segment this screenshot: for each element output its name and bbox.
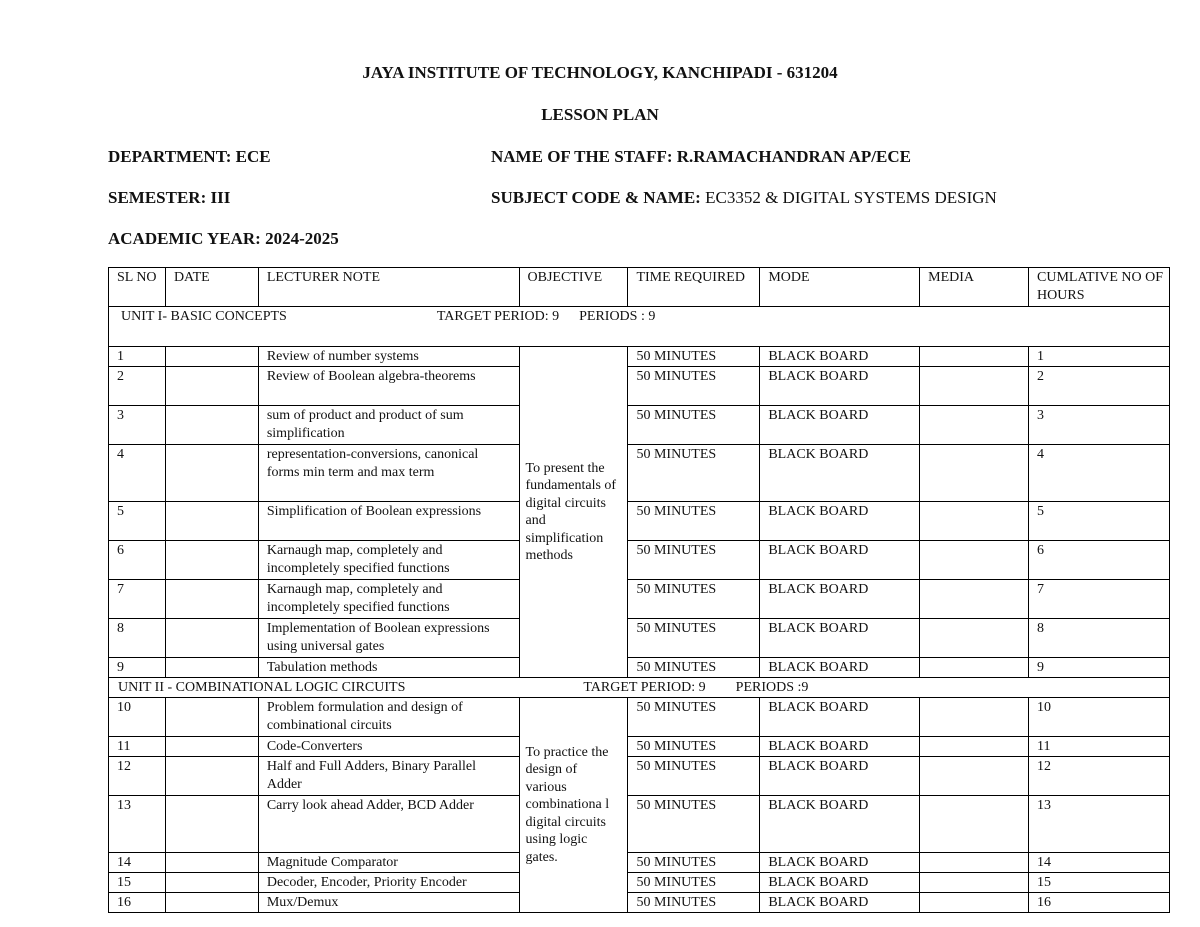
table-row bbox=[109, 698, 1170, 737]
column-header: OBJECTIVE bbox=[519, 268, 628, 307]
academic-year-label: ACADEMIC YEAR: 2024-2025 bbox=[108, 229, 339, 248]
media-cell bbox=[920, 445, 1029, 502]
lecturer-note-cell: Magnitude Comparator bbox=[258, 853, 519, 873]
objective-cell: To practice the design of various combinationa l digital circuits using logic gates. bbox=[519, 698, 628, 913]
cumulative-hours-cell: 8 bbox=[1029, 619, 1170, 658]
sl-cell: 12 bbox=[109, 757, 166, 796]
sl-cell: 5 bbox=[109, 502, 166, 541]
date-cell bbox=[165, 406, 258, 445]
lecturer-note-cell: Code-Converters bbox=[258, 737, 519, 757]
date-cell bbox=[165, 367, 258, 406]
lecturer-note-cell: representation-conversions, canonical forms min term and max term bbox=[258, 445, 519, 502]
media-cell bbox=[920, 619, 1029, 658]
mode-cell: BLACK BOARD bbox=[760, 658, 920, 678]
date-cell bbox=[165, 541, 258, 580]
subject-label: SUBJECT CODE & NAME: bbox=[491, 188, 701, 207]
table-row bbox=[109, 658, 1170, 678]
cumulative-hours-cell: 12 bbox=[1029, 757, 1170, 796]
sl-cell: 1 bbox=[109, 347, 166, 367]
lecturer-note-cell: Review of number systems bbox=[258, 347, 519, 367]
date-cell bbox=[165, 445, 258, 502]
media-cell bbox=[920, 502, 1029, 541]
cumulative-hours-cell: 13 bbox=[1029, 796, 1170, 853]
lecturer-note-cell: Simplification of Boolean expressions bbox=[258, 502, 519, 541]
mode-cell: BLACK BOARD bbox=[760, 873, 920, 893]
time-cell: 50 MINUTES bbox=[628, 445, 760, 502]
sl-cell: 3 bbox=[109, 406, 166, 445]
unit-row bbox=[109, 307, 1170, 347]
lecturer-note-cell: Mux/Demux bbox=[258, 893, 519, 913]
table-row bbox=[109, 502, 1170, 541]
table-row bbox=[109, 873, 1170, 893]
date-cell bbox=[165, 757, 258, 796]
date-cell bbox=[165, 502, 258, 541]
column-header: TIME REQUIRED bbox=[628, 268, 760, 307]
table-row bbox=[109, 893, 1170, 913]
semester-label: SEMESTER: III bbox=[108, 188, 231, 207]
time-cell: 50 MINUTES bbox=[628, 541, 760, 580]
unit-1-periods: PERIODS : 9 bbox=[579, 309, 656, 324]
column-header: MODE bbox=[760, 268, 920, 307]
table-row bbox=[109, 445, 1170, 502]
mode-cell: BLACK BOARD bbox=[760, 893, 920, 913]
mode-cell: BLACK BOARD bbox=[760, 757, 920, 796]
lecturer-note-cell: Karnaugh map, completely and incompletely specified functions bbox=[258, 541, 519, 580]
column-header: SL NO bbox=[109, 268, 166, 307]
lecturer-note-cell: Tabulation methods bbox=[258, 658, 519, 678]
mode-cell: BLACK BOARD bbox=[760, 406, 920, 445]
time-cell: 50 MINUTES bbox=[628, 757, 760, 796]
date-cell bbox=[165, 698, 258, 737]
time-cell: 50 MINUTES bbox=[628, 893, 760, 913]
department-label: DEPARTMENT: ECE bbox=[108, 147, 271, 166]
institute-title: JAYA INSTITUTE OF TECHNOLOGY, KANCHIPADI - 631204 bbox=[362, 63, 838, 82]
cumulative-hours-cell: 3 bbox=[1029, 406, 1170, 445]
cumulative-hours-cell: 6 bbox=[1029, 541, 1170, 580]
cumulative-hours-cell: 9 bbox=[1029, 658, 1170, 678]
media-cell bbox=[920, 698, 1029, 737]
mode-cell: BLACK BOARD bbox=[760, 698, 920, 737]
cumulative-hours-cell: 11 bbox=[1029, 737, 1170, 757]
mode-cell: BLACK BOARD bbox=[760, 445, 920, 502]
date-cell bbox=[165, 619, 258, 658]
sl-cell: 10 bbox=[109, 698, 166, 737]
media-cell bbox=[920, 658, 1029, 678]
time-cell: 50 MINUTES bbox=[628, 873, 760, 893]
date-cell bbox=[165, 347, 258, 367]
lecturer-note-cell: Problem formulation and design of combinational circuits bbox=[258, 698, 519, 737]
document-title: LESSON PLAN bbox=[541, 105, 659, 124]
cumulative-hours-cell: 4 bbox=[1029, 445, 1170, 502]
media-cell bbox=[920, 737, 1029, 757]
unit-1-target: TARGET PERIOD: 9 bbox=[436, 309, 560, 324]
time-cell: 50 MINUTES bbox=[628, 502, 760, 541]
cumulative-hours-cell: 14 bbox=[1029, 853, 1170, 873]
date-cell bbox=[165, 737, 258, 757]
sl-cell: 16 bbox=[109, 893, 166, 913]
table-row bbox=[109, 757, 1170, 796]
media-cell bbox=[920, 367, 1029, 406]
mode-cell: BLACK BOARD bbox=[760, 502, 920, 541]
mode-cell: BLACK BOARD bbox=[760, 796, 920, 853]
mode-cell: BLACK BOARD bbox=[760, 367, 920, 406]
date-cell bbox=[165, 853, 258, 873]
mode-cell: BLACK BOARD bbox=[760, 347, 920, 367]
table-header-row bbox=[109, 268, 1170, 307]
column-header: MEDIA bbox=[920, 268, 1029, 307]
unit-2-target: TARGET PERIOD: 9 bbox=[583, 680, 706, 695]
table-row bbox=[109, 619, 1170, 658]
subject-line bbox=[491, 188, 997, 208]
cumulative-hours-cell: 1 bbox=[1029, 347, 1170, 367]
objective-cell: To present the fundamentals of digital circuits and simplification methods bbox=[519, 347, 628, 678]
cumulative-hours-cell: 15 bbox=[1029, 873, 1170, 893]
sl-cell: 4 bbox=[109, 445, 166, 502]
table-row bbox=[109, 853, 1170, 873]
media-cell bbox=[920, 873, 1029, 893]
column-header: CUMLATIVE NO OF HOURS bbox=[1029, 268, 1170, 307]
sl-cell: 6 bbox=[109, 541, 166, 580]
sl-cell: 15 bbox=[109, 873, 166, 893]
lecturer-note-cell: Review of Boolean algebra-theorems bbox=[258, 367, 519, 406]
table-row bbox=[109, 541, 1170, 580]
time-cell: 50 MINUTES bbox=[628, 853, 760, 873]
unit-2-heading bbox=[109, 678, 1170, 698]
table-row bbox=[109, 796, 1170, 853]
media-cell bbox=[920, 853, 1029, 873]
lecturer-note-cell: Implementation of Boolean expressions using universal gates bbox=[258, 619, 519, 658]
time-cell: 50 MINUTES bbox=[628, 580, 760, 619]
time-cell: 50 MINUTES bbox=[628, 698, 760, 737]
column-header: LECTURER NOTE bbox=[258, 268, 519, 307]
sl-cell: 7 bbox=[109, 580, 166, 619]
sl-cell: 11 bbox=[109, 737, 166, 757]
time-cell: 50 MINUTES bbox=[628, 406, 760, 445]
cumulative-hours-cell: 5 bbox=[1029, 502, 1170, 541]
column-header: DATE bbox=[165, 268, 258, 307]
time-cell: 50 MINUTES bbox=[628, 367, 760, 406]
lecturer-note-cell: Karnaugh map, completely and incompletely specified functions bbox=[258, 580, 519, 619]
subject-value: EC3352 & DIGITAL SYSTEMS DESIGN bbox=[705, 188, 997, 207]
mode-cell: BLACK BOARD bbox=[760, 541, 920, 580]
cumulative-hours-cell: 16 bbox=[1029, 893, 1170, 913]
table-row bbox=[109, 347, 1170, 367]
unit-1-name: UNIT I- BASIC CONCEPTS bbox=[121, 309, 287, 324]
mode-cell: BLACK BOARD bbox=[760, 853, 920, 873]
cumulative-hours-cell: 7 bbox=[1029, 580, 1170, 619]
media-cell bbox=[920, 757, 1029, 796]
sl-cell: 2 bbox=[109, 367, 166, 406]
lecturer-note-cell: Half and Full Adders, Binary Parallel Adder bbox=[258, 757, 519, 796]
table-row bbox=[109, 367, 1170, 406]
lesson-plan-table bbox=[108, 267, 1170, 913]
lecturer-note-cell: sum of product and product of sum simplification bbox=[258, 406, 519, 445]
media-cell bbox=[920, 541, 1029, 580]
date-cell bbox=[165, 658, 258, 678]
table-row bbox=[109, 737, 1170, 757]
time-cell: 50 MINUTES bbox=[628, 658, 760, 678]
media-cell bbox=[920, 580, 1029, 619]
time-cell: 50 MINUTES bbox=[628, 737, 760, 757]
cumulative-hours-cell: 10 bbox=[1029, 698, 1170, 737]
staff-label: NAME OF THE STAFF: R.RAMACHANDRAN AP/ECE bbox=[491, 147, 911, 166]
lecturer-note-cell: Carry look ahead Adder, BCD Adder bbox=[258, 796, 519, 853]
date-cell bbox=[165, 893, 258, 913]
media-cell bbox=[920, 406, 1029, 445]
unit-2-periods: PERIODS :9 bbox=[735, 680, 809, 695]
media-cell bbox=[920, 347, 1029, 367]
lecturer-note-cell: Decoder, Encoder, Priority Encoder bbox=[258, 873, 519, 893]
date-cell bbox=[165, 873, 258, 893]
sl-cell: 9 bbox=[109, 658, 166, 678]
date-cell bbox=[165, 580, 258, 619]
mode-cell: BLACK BOARD bbox=[760, 737, 920, 757]
time-cell: 50 MINUTES bbox=[628, 347, 760, 367]
sl-cell: 14 bbox=[109, 853, 166, 873]
sl-cell: 8 bbox=[109, 619, 166, 658]
unit-row bbox=[109, 678, 1170, 698]
mode-cell: BLACK BOARD bbox=[760, 619, 920, 658]
table-row bbox=[109, 580, 1170, 619]
cumulative-hours-cell: 2 bbox=[1029, 367, 1170, 406]
mode-cell: BLACK BOARD bbox=[760, 580, 920, 619]
date-cell bbox=[165, 796, 258, 853]
time-cell: 50 MINUTES bbox=[628, 796, 760, 853]
media-cell bbox=[920, 893, 1029, 913]
unit-1-heading bbox=[109, 307, 1170, 347]
table-row bbox=[109, 406, 1170, 445]
media-cell bbox=[920, 796, 1029, 853]
sl-cell: 13 bbox=[109, 796, 166, 853]
unit-2-name: UNIT II - COMBINATIONAL LOGIC CIRCUITS bbox=[118, 680, 406, 695]
time-cell: 50 MINUTES bbox=[628, 619, 760, 658]
